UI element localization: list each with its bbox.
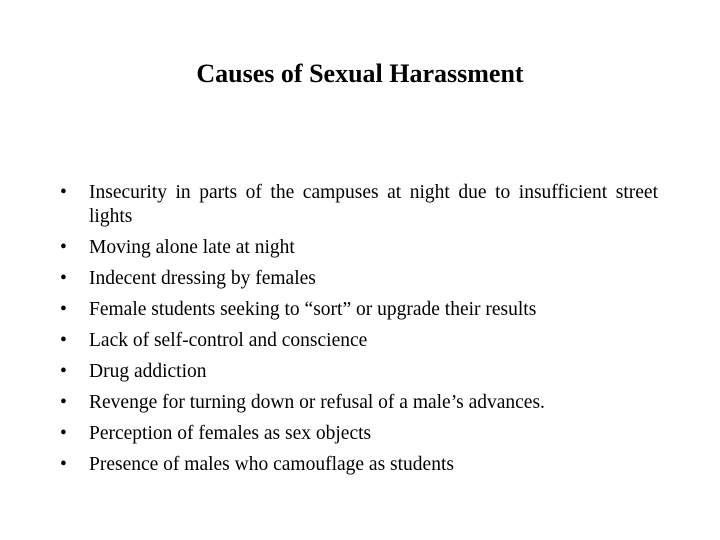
bullet-item <box>60 360 658 384</box>
bullet-item <box>60 391 658 415</box>
bullet-item <box>60 181 658 229</box>
bullet-dot-icon: • <box>60 182 67 203</box>
bullet-text: Lack of self-control and conscience <box>89 330 368 351</box>
bullet-item <box>60 329 658 353</box>
bullet-dot-icon: • <box>60 299 67 320</box>
bullet-dot-icon: • <box>60 268 67 289</box>
bullet-dot-icon: • <box>60 392 67 413</box>
bullet-text: Presence of males who camouflage as students <box>89 454 454 475</box>
bullet-dot-icon: • <box>60 423 67 444</box>
bullet-dot-icon: • <box>60 330 67 351</box>
bullet-text: Perception of females as sex objects <box>89 423 372 444</box>
bullet-text: Moving alone late at night <box>89 237 295 258</box>
bullet-item <box>60 298 658 322</box>
bullet-text: Insecurity in parts of the campuses at night due to insufficient street lights <box>89 182 658 227</box>
bullet-item <box>60 236 658 260</box>
slide-title: Causes of Sexual Harassment <box>196 59 524 88</box>
bullet-text: Drug addiction <box>89 361 207 382</box>
bullet-list <box>60 181 658 484</box>
bullet-text: Female students seeking to “sort” or upgrade their results <box>89 299 537 320</box>
bullet-item <box>60 422 658 446</box>
bullet-dot-icon: • <box>60 454 67 475</box>
bullet-text: Indecent dressing by females <box>89 268 316 289</box>
bullet-text: Revenge for turning down or refusal of a male’s advances. <box>89 392 545 413</box>
bullet-item <box>60 267 658 291</box>
bullet-dot-icon: • <box>60 237 67 258</box>
bullet-item <box>60 453 658 477</box>
bullet-dot-icon: • <box>60 361 67 382</box>
